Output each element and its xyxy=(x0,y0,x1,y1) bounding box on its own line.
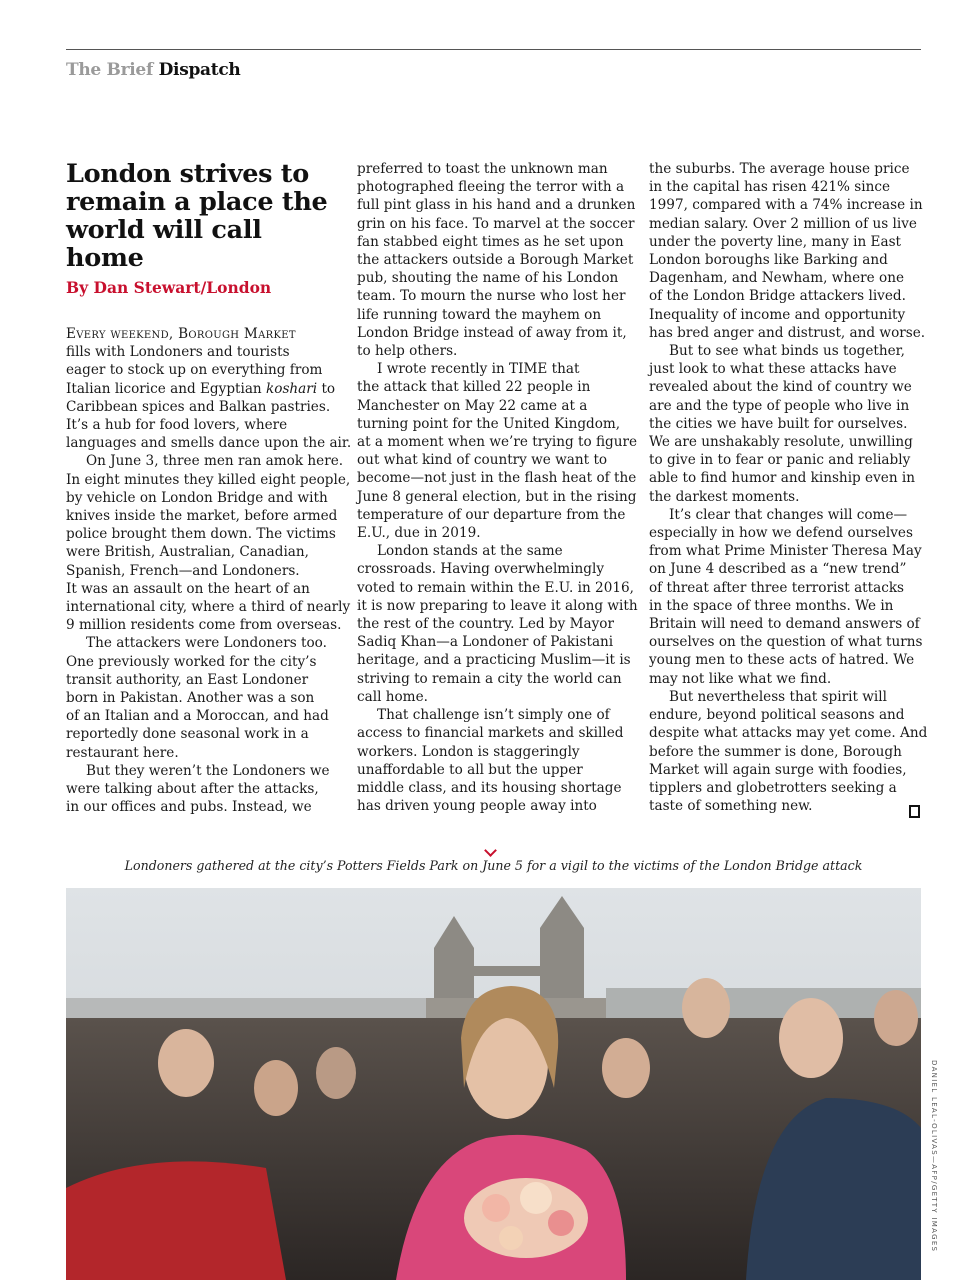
text-line: before the summer is done, Borough xyxy=(649,743,902,760)
text-line: turning point for the United Kingdom, xyxy=(357,415,621,432)
text-line: preferred to toast the unknown man xyxy=(357,161,608,177)
text-line: On June 3, three men ran amok here. xyxy=(86,453,344,470)
text-line: reportedly done seasonal work in a xyxy=(66,726,309,743)
text-line: middle class, and its housing shortage xyxy=(357,779,622,796)
text-line: of threat after three terrorist attacks xyxy=(649,579,905,596)
text-line: The attackers were Londoners too. xyxy=(86,635,327,652)
text-line: international city, where a third of nearly xyxy=(66,599,351,616)
text-line: In eight minutes they killed eight people, xyxy=(66,471,351,488)
text-line: unaffordable to all but the upper xyxy=(357,761,583,778)
text-line: life running toward the mayhem on xyxy=(357,306,602,323)
text-line: has bred anger and distrust, and worse. xyxy=(649,324,926,341)
italic-word: koshari xyxy=(266,380,318,397)
text-line: on June 4 described as a “new trend” xyxy=(649,561,907,578)
text-line: the rest of the country. Led by Mayor xyxy=(357,616,614,633)
article-column-2 xyxy=(357,160,638,815)
text-line: pub, shouting the name of his London xyxy=(357,270,619,287)
text-line: endure, beyond political seasons and xyxy=(649,707,905,724)
text-line: But nevertheless that spirit will xyxy=(669,688,887,705)
text-line: June 8 general election, but in the rising xyxy=(357,488,637,505)
text-line: has driven young people away into xyxy=(357,798,597,815)
text-line: the darkest moments. xyxy=(649,488,800,505)
article-column-3 xyxy=(649,160,928,815)
text-line: it is now preparing to leave it along with xyxy=(357,597,638,614)
text-line: London boroughs like Barking and xyxy=(649,252,888,269)
text-line: We are unshakably resolute, unwilling xyxy=(649,434,913,451)
vigil-photo xyxy=(66,888,921,1280)
text-line: the attackers outside a Borough Market xyxy=(357,252,634,269)
headline: London strives to remain a place the world will call home xyxy=(66,159,328,273)
text-line: Sadiq Khan—a Londoner of Pakistani xyxy=(357,634,614,651)
end-mark-icon xyxy=(909,805,920,818)
text-line: the suburbs. The average house price xyxy=(649,161,910,177)
text-line: team. To mourn the nurse who lost her xyxy=(357,288,626,305)
chevron-down-icon xyxy=(484,844,497,857)
text-fragment: to xyxy=(321,380,336,397)
text-line: were talking about after the attacks, xyxy=(66,781,319,798)
text-line: eager to stock up on everything from xyxy=(66,362,323,379)
text-line: in our offices and pubs. Instead, we xyxy=(66,799,312,816)
lead-in: Every weekend, Borough Market xyxy=(66,326,296,342)
text-line: London Bridge instead of away from it, xyxy=(357,324,627,341)
text-line: grin on his face. To marvel at the soccer xyxy=(357,215,635,232)
text-line: able to find humor and kinship even in xyxy=(649,470,916,487)
text-line: Market will again surge with foodies, xyxy=(649,761,907,778)
text-line: striving to remain a city the world can xyxy=(357,670,622,687)
text-line: are and the type of people who live in xyxy=(649,397,910,414)
text-line: Dagenham, and Newham, where one xyxy=(649,270,905,287)
text-line: fills with Londoners and tourists xyxy=(66,344,290,361)
text-line: 9 million residents come from overseas. xyxy=(66,617,342,634)
section-label xyxy=(66,60,240,80)
text-line: become—not just in the flash heat of the xyxy=(357,470,637,487)
text-line: police brought them down. The victims xyxy=(66,526,336,543)
text-line: tipplers and globetrotters seeking a xyxy=(649,779,897,796)
text-line: call home. xyxy=(357,688,428,705)
text-line: in the capital has risen 421% since xyxy=(649,179,891,196)
text-line: taste of something new. xyxy=(649,798,813,815)
text-line: But they weren’t the Londoners we xyxy=(86,762,330,779)
section-brief: The Brief xyxy=(66,60,153,80)
text-line: Spanish, French—and Londoners. xyxy=(66,562,300,579)
text-line: median salary. Over 2 million of us live xyxy=(649,215,917,232)
text-line: by vehicle on London Bridge and with xyxy=(66,489,328,506)
text-line: Britain will need to demand answers of xyxy=(649,616,920,633)
text-line: ourselves on the question of what turns xyxy=(649,634,923,651)
text-line: Inequality of income and opportunity xyxy=(649,306,906,323)
byline: By Dan Stewart/London xyxy=(66,278,272,297)
text-line xyxy=(66,380,338,398)
text-line: access to financial markets and skilled xyxy=(357,725,624,742)
text-line: It was an assault on the heart of an xyxy=(66,580,310,597)
text-line: It’s a hub for food lovers, where xyxy=(66,417,288,434)
photo-credit xyxy=(926,1060,950,1253)
text-line: Caribbean spices and Balkan pastries. xyxy=(66,398,331,415)
text-line: E.U., due in 2019. xyxy=(357,525,481,542)
text-line: were British, Australian, Canadian, xyxy=(66,544,309,561)
section-dispatch: Dispatch xyxy=(158,60,241,80)
text-line: workers. London is staggeringly xyxy=(357,743,580,760)
text-line: to give in to fear or panic and reliably xyxy=(649,452,911,469)
text-fragment: Italian licorice and Egyptian xyxy=(66,380,262,397)
top-rule xyxy=(66,49,921,50)
text-line: the attack that killed 22 people in xyxy=(357,379,591,396)
text-line: of an Italian and a Moroccan, and had xyxy=(66,708,329,725)
text-line: just look to what these attacks have xyxy=(649,361,897,378)
text-line: Manchester on May 22 came at a xyxy=(357,397,588,414)
text-line: especially in how we defend ourselves xyxy=(649,525,913,542)
text-line: fan stabbed eight times as he set upon xyxy=(357,233,624,250)
text-line: heritage, and a practicing Muslim—it is xyxy=(357,652,631,669)
text-line: at a moment when we’re trying to figure xyxy=(357,434,638,451)
text-line: 1997, compared with a 74% increase in xyxy=(649,197,923,214)
text-line: temperature of our departure from the xyxy=(357,506,626,523)
text-line: That challenge isn’t simply one of xyxy=(377,707,610,724)
text-line: knives inside the market, before armed xyxy=(66,508,338,525)
text-line: I wrote recently in TIME that xyxy=(377,361,580,378)
text-line: young men to these acts of hatred. We xyxy=(649,652,915,669)
text-line: of the London Bridge attackers lived. xyxy=(649,288,906,305)
text-line: out what kind of country we want to xyxy=(357,452,608,469)
text-line: revealed about the kind of country we xyxy=(649,379,912,396)
text-line: born in Pakistan. Another was a son xyxy=(66,690,315,707)
text-line: crossroads. Having overwhelmingly xyxy=(357,561,605,578)
text-line: may not like what we find. xyxy=(649,670,832,687)
text-line: in the space of three months. We in xyxy=(649,597,894,614)
article-column-1 xyxy=(66,325,352,816)
text-line: It’s clear that changes will come— xyxy=(669,506,908,523)
text-line: restaurant here. xyxy=(66,744,179,761)
text-line: London stands at the same xyxy=(377,543,563,560)
text-line: under the poverty line, many in East xyxy=(649,233,902,250)
text-line: full pint glass in his hand and a drunken xyxy=(357,197,636,214)
vigil-photo-illustration xyxy=(66,888,921,1280)
text-line: But to see what binds us together, xyxy=(669,343,905,360)
photo-credit-text: DANIEL LEAL-OLIVAS—AFP/GETTY IMAGES xyxy=(930,1060,938,1253)
text-line: despite what attacks may yet come. And xyxy=(649,725,928,742)
text-line: photographed fleeing the terror with a xyxy=(357,179,625,196)
text-line: from what Prime Minister Theresa May xyxy=(649,543,922,560)
text-line: to help others. xyxy=(357,343,458,360)
text-line: languages and smells dance upon the air. xyxy=(66,435,352,452)
text-line: the cities we have built for ourselves. xyxy=(649,415,908,432)
text-line: transit authority, an East Londoner xyxy=(66,671,309,688)
photo-caption: Londoners gathered at the city’s Potters Fields Park on June 5 for a vigil to the victims of the London Bridge attack xyxy=(124,858,863,873)
text-line: One previously worked for the city’s xyxy=(66,653,317,670)
text-line: voted to remain within the E.U. in 2016, xyxy=(357,579,634,596)
